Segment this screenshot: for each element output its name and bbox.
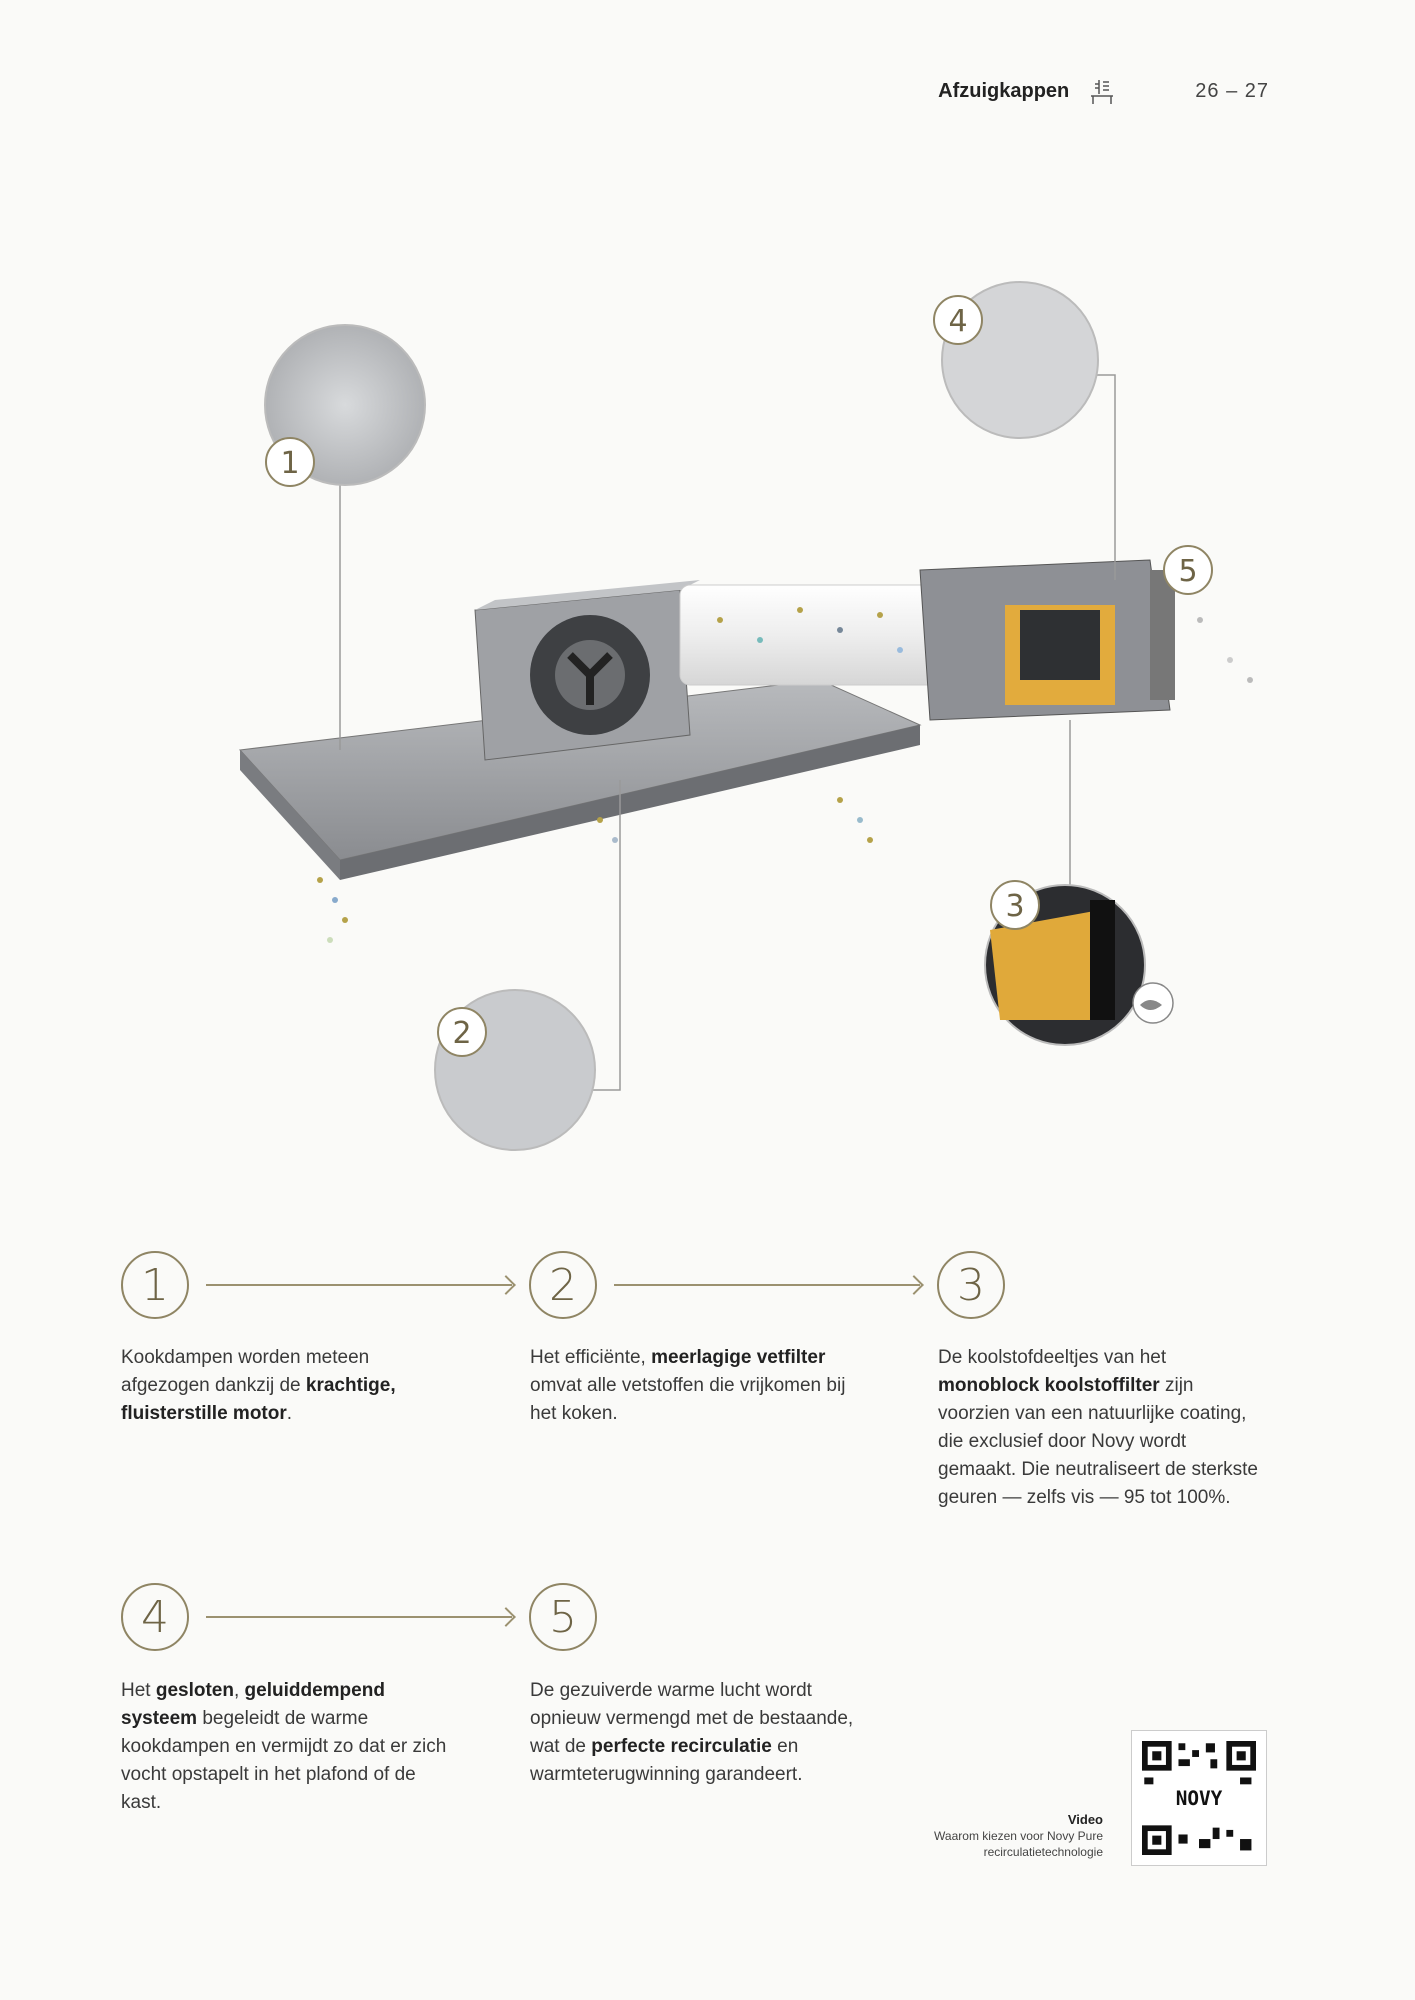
step-4-badge: 4 <box>121 1583 189 1651</box>
arrow-2-to-3 <box>614 1284 920 1286</box>
arrow-1-to-2 <box>206 1284 512 1286</box>
video-caption <box>934 1812 1103 1860</box>
body-text: . <box>286 1403 293 1424</box>
page-header <box>938 76 1269 106</box>
highlight-text: monoblock koolstoffilter <box>938 1375 1160 1396</box>
filter-box <box>920 560 1175 720</box>
body-text: Het efficiënte, <box>530 1347 652 1368</box>
step-2-text <box>530 1344 860 1428</box>
marker-4-label: 4 <box>948 304 968 339</box>
highlight-text: meerlagige vetfilter <box>651 1347 826 1368</box>
highlight-text: geluiddempend systeem <box>121 1680 385 1729</box>
qr-code-image <box>1142 1741 1256 1855</box>
video-line-2: recirculatietechnologie <box>983 1845 1103 1859</box>
hood-icon <box>1087 76 1117 106</box>
arrow-4-to-5 <box>206 1616 512 1618</box>
step-3-badge: 3 <box>937 1251 1005 1319</box>
step-5-badge: 5 <box>529 1583 597 1651</box>
section-title: Afzuigkappen <box>938 79 1070 102</box>
motor-box <box>475 580 700 760</box>
body-text: De koolstofdeeltjes van het <box>938 1347 1167 1368</box>
body-text: Kookdampen worden meteen afgezogen dankzij de <box>121 1347 370 1396</box>
step-4-text <box>121 1677 451 1817</box>
step-3-text <box>938 1344 1268 1512</box>
body-text: zijn voorzien van een natuurlijke coating, die exclusief door Novy wordt gemaakt. Die neutraliseert de sterkste geuren — zelfs vis — 95 tot 100%. <box>938 1375 1258 1508</box>
recirculation-system-illustration <box>0 280 1415 1180</box>
highlight-text: gesloten <box>155 1680 234 1701</box>
marker-5-label: 5 <box>1178 554 1198 589</box>
step-2-badge: 2 <box>529 1251 597 1319</box>
marker-1-label: 1 <box>280 446 300 481</box>
highlight-text: krachtige, fluisterstille motor <box>121 1375 396 1424</box>
marker-3-label: 3 <box>1005 889 1025 924</box>
no-fish-smell-icon <box>1133 983 1173 1023</box>
highlight-text: perfecte recirculatie <box>591 1736 772 1757</box>
body-text: , <box>233 1680 245 1701</box>
step-5-text <box>530 1677 860 1789</box>
body-text: begeleidt de warme kookdampen en vermijdt zo dat er zich vocht opstapelt in het plafond of de kast. <box>121 1708 447 1813</box>
body-text: Het <box>121 1680 156 1701</box>
qr-code-logo: NOVY <box>1175 1786 1223 1810</box>
video-line-1: Waarom kiezen voor Novy Pure <box>934 1829 1103 1843</box>
body-text: en warmteterugwinning garandeert. <box>530 1736 803 1785</box>
page-numbers: 26 – 27 <box>1195 79 1269 102</box>
video-title: Video <box>1067 1812 1103 1827</box>
body-text: omvat alle vetstoffen die vrijkomen bij het koken. <box>530 1375 846 1424</box>
step-1-badge: 1 <box>121 1251 189 1319</box>
marker-2-label: 2 <box>452 1016 472 1051</box>
body-text: De gezuiverde warme lucht wordt opnieuw vermengd met de bestaande, wat de <box>530 1680 854 1757</box>
step-1-text <box>121 1344 451 1428</box>
qr-code[interactable] <box>1131 1730 1267 1866</box>
